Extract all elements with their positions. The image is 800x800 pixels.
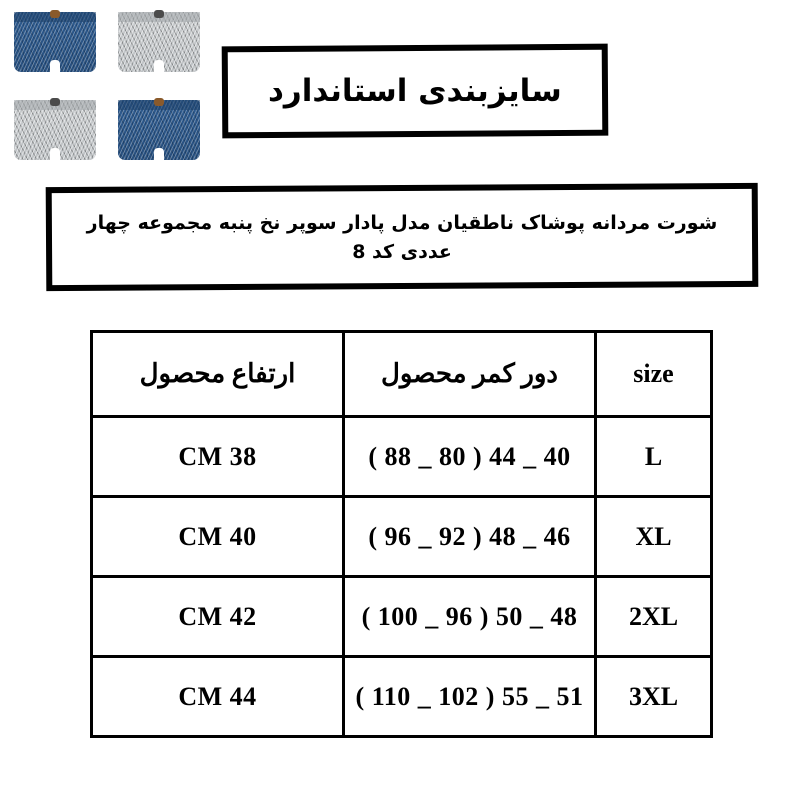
cell-waist: 51 _ 55 ( 102 _ 110 ) <box>344 657 596 737</box>
short-leg-notch <box>154 60 164 72</box>
description-box <box>46 183 759 291</box>
title-box <box>222 44 609 139</box>
cell-waist: 46 _ 48 ( 92 _ 96 ) <box>344 497 596 577</box>
cell-height: 38 CM <box>92 417 344 497</box>
short-grey-bottom-left <box>14 92 96 160</box>
short-drawstring-knot <box>154 10 164 18</box>
size-table <box>90 330 713 738</box>
cell-size: 2XL <box>596 577 712 657</box>
short-drawstring-knot <box>50 10 60 18</box>
cell-height: 40 CM <box>92 497 344 577</box>
short-blue-bottom-right <box>118 92 200 160</box>
short-drawstring-knot <box>154 98 164 106</box>
table-header-row <box>92 332 712 417</box>
product-thumbnails <box>14 4 214 166</box>
short-grey-top-right <box>118 4 200 72</box>
cell-height: 44 CM <box>92 657 344 737</box>
table-row <box>92 657 712 737</box>
short-drawstring-knot <box>50 98 60 106</box>
cell-size: L <box>596 417 712 497</box>
cell-waist: 40 _ 44 ( 80 _ 88 ) <box>344 417 596 497</box>
cell-height: 42 CM <box>92 577 344 657</box>
short-leg-notch <box>154 148 164 160</box>
cell-size: 3XL <box>596 657 712 737</box>
table-row <box>92 577 712 657</box>
cell-size: XL <box>596 497 712 577</box>
header-waist: دور کمر محصول <box>344 332 596 417</box>
page-title: سایزبندی استاندارد <box>268 72 562 109</box>
cell-waist: 48 _ 50 ( 96 _ 100 ) <box>344 577 596 657</box>
header-height: ارتفاع محصول <box>92 332 344 417</box>
table-row <box>92 417 712 497</box>
short-leg-notch <box>50 148 60 160</box>
table-row <box>92 497 712 577</box>
short-blue-top-left <box>14 4 96 72</box>
header-size: size <box>596 332 712 417</box>
product-description: شورت مردانه پوشاک ناطقیان مدل پادار سوپر نخ پنبه مجموعه چهار عددی کد 8 <box>86 211 718 262</box>
short-leg-notch <box>50 60 60 72</box>
